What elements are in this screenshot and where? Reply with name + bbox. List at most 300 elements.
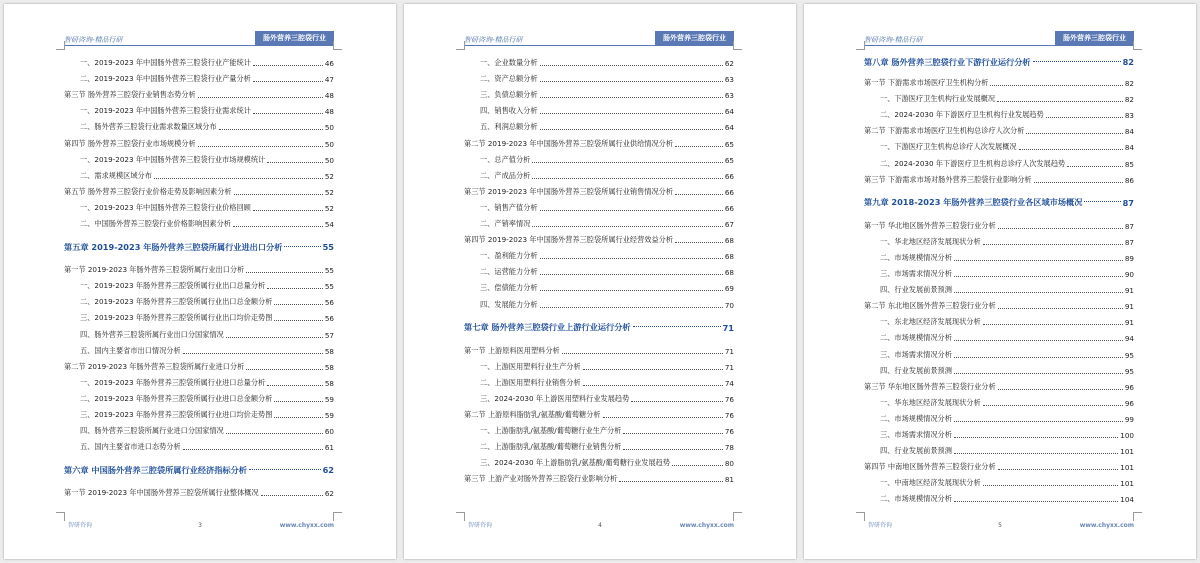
toc-subsection-entry[interactable] bbox=[464, 116, 734, 132]
toc-entry-title: 三、市场需求情况分析 bbox=[880, 429, 952, 439]
toc-leader-dots bbox=[183, 353, 323, 354]
toc-page-number: 58 bbox=[324, 362, 334, 372]
toc-entry-title: 第三节 华东地区肠外营养三腔袋行业分析 bbox=[864, 381, 996, 391]
toc-leader-dots bbox=[246, 272, 323, 273]
toc-entry-title: 第三节 2019-2023 年中国肠外营养三腔袋所属行业销售情况分析 bbox=[464, 186, 674, 196]
toc-page-number: 61 bbox=[324, 443, 334, 453]
toc-subsection-entry[interactable] bbox=[464, 356, 734, 372]
toc-subsection-entry[interactable] bbox=[864, 88, 1134, 104]
toc-page-number: 52 bbox=[324, 187, 334, 197]
toc-page-number: 99 bbox=[1124, 414, 1134, 424]
toc-page-number: 65 bbox=[724, 155, 734, 165]
toc-entry-title: 第三节 下游需求市场对肠外营养三腔袋行业影响分析 bbox=[864, 174, 1032, 184]
toc-section-entry[interactable] bbox=[864, 215, 1134, 231]
toc-subsection-entry[interactable] bbox=[864, 279, 1134, 295]
toc-chapter-entry[interactable] bbox=[864, 52, 1134, 72]
toc-page-number: 66 bbox=[724, 171, 734, 181]
toc-subsection-entry[interactable] bbox=[864, 247, 1134, 263]
header-title-tag: 肠外营养三腔袋行业 bbox=[1055, 31, 1134, 45]
toc-leader-dots bbox=[1019, 149, 1123, 150]
toc-entry-title: 第二节 2019-2023 年肠外营养三腔袋所属行业进口分析 bbox=[64, 361, 245, 371]
toc-page-number: 80 bbox=[724, 459, 734, 469]
toc-section-entry[interactable] bbox=[864, 120, 1134, 136]
toc-entry-title: 二、产成品分析 bbox=[480, 170, 531, 180]
toc-page-number: 104 bbox=[1120, 495, 1134, 505]
header-title-tag: 肠外营养三腔袋行业 bbox=[255, 31, 334, 45]
toc-page-number: 70 bbox=[724, 300, 734, 310]
crop-mark bbox=[1133, 41, 1142, 50]
toc-leader-dots bbox=[234, 194, 323, 195]
toc-entry-title: 一、总产值分析 bbox=[480, 154, 531, 164]
toc-page-number: 90 bbox=[1124, 270, 1134, 280]
toc-entry-title: 第二节 上游原料脂肪乳/氨基酸/葡萄糖分析 bbox=[464, 409, 601, 419]
toc-page-number: 63 bbox=[724, 91, 734, 101]
toc-leader-dots bbox=[284, 246, 320, 247]
toc-subsection-entry[interactable] bbox=[64, 100, 334, 116]
toc-leader-dots bbox=[583, 369, 723, 370]
toc-page-number: 67 bbox=[724, 220, 734, 230]
toc-leader-dots bbox=[198, 146, 323, 147]
toc-subsection-entry[interactable] bbox=[64, 404, 334, 420]
toc-leader-dots bbox=[954, 437, 1118, 438]
toc-entry-title: 二、资产总额分析 bbox=[480, 74, 538, 84]
toc-leader-dots bbox=[983, 244, 1123, 245]
toc-page-number: 85 bbox=[1124, 159, 1134, 169]
toc-entry-title: 三、负债总额分析 bbox=[480, 90, 538, 100]
toc-entry-title: 二、市场规模情况分析 bbox=[880, 413, 952, 423]
toc-entry-title: 五、国内主要省市进口态势分析 bbox=[80, 442, 181, 452]
page-number: 5 bbox=[998, 522, 1002, 529]
toc-leader-dots bbox=[261, 495, 323, 496]
toc-page-number: 83 bbox=[1124, 111, 1134, 121]
toc-leader-dots bbox=[198, 97, 323, 98]
toc-leader-dots bbox=[226, 433, 323, 434]
toc-page-number: 58 bbox=[324, 378, 334, 388]
toc-leader-dots bbox=[954, 292, 1123, 293]
toc-entry-title: 一、2019-2023 年中国肠外营养三腔袋行业价格回顾 bbox=[80, 202, 251, 212]
toc-page-number: 71 bbox=[724, 362, 734, 372]
header-rule bbox=[464, 45, 734, 46]
toc-page-number: 71 bbox=[724, 346, 734, 356]
toc-entry-title: 第三节 上游产业对肠外营养三腔袋行业影响分析 bbox=[464, 474, 618, 484]
toc-entry-title: 一、盈利能力分析 bbox=[480, 251, 538, 261]
crop-mark bbox=[456, 512, 465, 521]
crop-mark bbox=[856, 512, 865, 521]
toc-entry-title: 二、需求规模区域分布 bbox=[80, 170, 152, 180]
toc-leader-dots bbox=[267, 385, 323, 386]
toc-leader-dots bbox=[983, 324, 1123, 325]
toc-section-entry[interactable] bbox=[64, 482, 334, 498]
toc-entry-title: 二、2019-2023 年肠外营养三腔袋所属行业出口总金额分析 bbox=[80, 297, 273, 307]
toc-leader-dots bbox=[267, 288, 323, 289]
toc-subsection-entry[interactable] bbox=[864, 424, 1134, 440]
toc-leader-dots bbox=[998, 308, 1123, 309]
toc-leader-dots bbox=[1034, 182, 1123, 183]
toc-page-number: 68 bbox=[724, 268, 734, 278]
toc-page-number: 64 bbox=[724, 107, 734, 117]
toc-subsection-entry[interactable] bbox=[64, 275, 334, 291]
crop-mark bbox=[856, 41, 865, 50]
toc-subsection-entry[interactable] bbox=[464, 165, 734, 181]
toc-section-entry[interactable] bbox=[464, 181, 734, 197]
toc-subsection-entry[interactable] bbox=[64, 436, 334, 452]
toc-subsection-entry[interactable] bbox=[64, 372, 334, 388]
crop-mark bbox=[56, 41, 65, 50]
toc-subsection-entry[interactable] bbox=[864, 360, 1134, 376]
toc-entry-title: 三、2019-2023 年肠外营养三腔袋所属行业出口均价走势图 bbox=[80, 313, 273, 323]
toc-entry-title: 一、销售产值分析 bbox=[480, 202, 538, 212]
toc-subsection-entry[interactable] bbox=[64, 340, 334, 356]
toc-section-entry[interactable] bbox=[64, 84, 334, 100]
toc-page-number: 100 bbox=[1120, 430, 1134, 440]
footer-url[interactable]: www.chyxx.com bbox=[1079, 522, 1134, 529]
toc-entry-title: 三、市场需求情况分析 bbox=[880, 349, 952, 359]
toc-entry-title: 第七章 肠外营养三腔袋行业上游行业运行分析 bbox=[464, 322, 631, 332]
toc-entry-title: 四、肠外营养三腔袋所属行业出口分国家情况 bbox=[80, 329, 224, 339]
toc-leader-dots bbox=[233, 226, 323, 227]
toc-subsection-entry[interactable] bbox=[864, 440, 1134, 456]
header-rule bbox=[64, 45, 334, 46]
toc-subsection-entry[interactable] bbox=[464, 372, 734, 388]
toc-entry-title: 第四节 肠外营养三腔袋行业市场规模分析 bbox=[64, 138, 196, 148]
toc-entry-title: 第四节 中南地区肠外营养三腔袋行业分析 bbox=[864, 462, 996, 472]
toc-leader-dots bbox=[997, 101, 1123, 102]
toc-entry-title: 第一节 华北地区肠外营养三腔袋行业分析 bbox=[864, 220, 996, 230]
toc-subsection-entry[interactable] bbox=[464, 100, 734, 116]
toc-subsection-entry[interactable] bbox=[464, 293, 734, 309]
toc-subsection-entry[interactable] bbox=[464, 420, 734, 436]
toc-section-entry[interactable] bbox=[864, 72, 1134, 88]
toc-page-number: 96 bbox=[1124, 398, 1134, 408]
toc-page-number: 50 bbox=[324, 139, 334, 149]
toc-leader-dots bbox=[540, 81, 723, 82]
toc-leader-dots bbox=[253, 113, 323, 114]
toc-page-number: 96 bbox=[1124, 382, 1134, 392]
toc-page-number: 62 bbox=[322, 465, 334, 476]
toc-page-number: 71 bbox=[722, 322, 734, 333]
toc-leader-dots bbox=[954, 373, 1123, 374]
toc-leader-dots bbox=[675, 146, 723, 147]
toc-subsection-entry[interactable] bbox=[464, 149, 734, 165]
toc-entry-title: 一、中南地区经济发展现状分析 bbox=[880, 478, 981, 488]
toc-subsection-entry[interactable] bbox=[64, 307, 334, 323]
toc-entry-title: 四、发展能力分析 bbox=[480, 299, 538, 309]
toc-subsection-entry[interactable] bbox=[64, 52, 334, 68]
toc-subsection-entry[interactable] bbox=[864, 488, 1134, 504]
toc-entry-title: 第八章 肠外营养三腔袋行业下游行业运行分析 bbox=[864, 56, 1031, 67]
toc-page-number: 95 bbox=[1124, 350, 1134, 360]
toc-entry-title: 二、2024-2030 年下游医疗卫生机构总诊疗人次发展趋势 bbox=[880, 158, 1066, 168]
toc-entry-title: 四、肠外营养三腔袋所属行业进口分国家情况 bbox=[80, 426, 224, 436]
toc-leader-dots bbox=[983, 405, 1123, 406]
toc-chapter-entry[interactable] bbox=[64, 229, 334, 259]
toc-subsection-entry[interactable] bbox=[64, 149, 334, 165]
toc-leader-dots bbox=[623, 433, 722, 434]
footer-url[interactable]: www.chyxx.com bbox=[679, 522, 734, 529]
toc-leader-dots bbox=[540, 258, 723, 259]
toc-subsection-entry[interactable] bbox=[464, 245, 734, 261]
toc-section-entry[interactable] bbox=[864, 169, 1134, 185]
toc-entry-title: 二、上游医用塑料行业销售分析 bbox=[480, 377, 581, 387]
toc-leader-dots bbox=[623, 449, 722, 450]
toc-leader-dots bbox=[583, 385, 723, 386]
toc-subsection-entry[interactable] bbox=[464, 197, 734, 213]
toc-entry-title: 一、2019-2023 年肠外营养三腔袋所属行业出口总量分析 bbox=[80, 281, 266, 291]
toc-page-number: 84 bbox=[1124, 143, 1134, 153]
footer-logo: 智研咨询 bbox=[468, 522, 493, 529]
toc-leader-dots bbox=[274, 401, 322, 402]
toc-section-entry[interactable] bbox=[464, 340, 734, 356]
toc-page-number: 101 bbox=[1120, 447, 1134, 457]
toc-leader-dots bbox=[540, 274, 723, 275]
toc-page-number: 89 bbox=[1124, 253, 1134, 263]
toc-leader-dots bbox=[274, 304, 322, 305]
toc-page-number: 52 bbox=[324, 203, 334, 213]
toc-subsection-entry[interactable] bbox=[864, 263, 1134, 279]
toc-page-number: 55 bbox=[322, 242, 334, 253]
toc-entry-title: 二、2024-2030 年下游医疗卫生机构行业发展趋势 bbox=[880, 110, 1044, 120]
crop-mark bbox=[1133, 512, 1142, 521]
toc-leader-dots bbox=[954, 357, 1123, 358]
footer-logo: 智研咨询 bbox=[868, 522, 893, 529]
toc-entry-title: 二、产销率情况 bbox=[480, 219, 531, 229]
toc-subsection-entry[interactable] bbox=[64, 323, 334, 339]
toc-entry-title: 第五节 肠外营养三腔袋行业价格走势及影响因素分析 bbox=[64, 186, 232, 196]
footer-logo: 智研咨询 bbox=[68, 522, 93, 529]
toc-leader-dots bbox=[954, 276, 1123, 277]
toc-leader-dots bbox=[540, 65, 723, 66]
toc-entry-title: 第二节 下游需求市场医疗卫生机构总诊疗人次分析 bbox=[864, 126, 1025, 136]
toc-leader-dots bbox=[672, 465, 723, 466]
toc-leader-dots bbox=[1067, 166, 1123, 167]
toc-leader-dots bbox=[998, 469, 1119, 470]
toc-leader-dots bbox=[562, 353, 723, 354]
toc-subsection-entry[interactable] bbox=[864, 408, 1134, 424]
toc-entry-title: 三、2019-2023 年肠外营养三腔袋所属行业进口均价走势图 bbox=[80, 409, 273, 419]
toc-subsection-entry[interactable] bbox=[464, 52, 734, 68]
toc-leader-dots bbox=[633, 326, 721, 327]
toc-section-entry[interactable] bbox=[64, 181, 334, 197]
toc-page-number: 46 bbox=[324, 59, 334, 69]
toc-subsection-entry[interactable] bbox=[64, 291, 334, 307]
toc-entry-title: 第五章 2019-2023 年肠外营养三腔袋所属行业进出口分析 bbox=[64, 241, 283, 252]
toc-leader-dots bbox=[183, 449, 323, 450]
footer-url[interactable]: www.chyxx.com bbox=[279, 522, 334, 529]
toc-entry-title: 一、上游脂肪乳/氨基酸/葡萄糖行业生产分析 bbox=[480, 426, 622, 436]
toc-entry-title: 第六章 中国肠外营养三腔袋所属行业经济指标分析 bbox=[64, 464, 247, 475]
toc-entry-title: 三、偿债能力分析 bbox=[480, 283, 538, 293]
toc-subsection-entry[interactable] bbox=[64, 197, 334, 213]
toc-subsection-entry[interactable] bbox=[864, 231, 1134, 247]
toc-subsection-entry[interactable] bbox=[64, 420, 334, 436]
toc-leader-dots bbox=[675, 242, 723, 243]
toc-leader-dots bbox=[954, 260, 1123, 261]
toc-page-number: 74 bbox=[724, 378, 734, 388]
toc-subsection-entry[interactable] bbox=[864, 311, 1134, 327]
toc-page-number: 91 bbox=[1124, 286, 1134, 296]
toc-leader-dots bbox=[990, 85, 1122, 86]
toc-entry-title: 第九章 2018-2023 年肠外营养三腔袋行业各区域市场概况 bbox=[864, 197, 1083, 208]
header-title-tag: 肠外营养三腔袋行业 bbox=[655, 31, 734, 45]
toc-page-number: 76 bbox=[724, 410, 734, 420]
toc-section-entry[interactable] bbox=[464, 229, 734, 245]
header-brand: 智研咨询-精品行研 bbox=[464, 36, 523, 44]
toc-page-number: 64 bbox=[724, 123, 734, 133]
toc-leader-dots bbox=[246, 369, 323, 370]
toc-leader-dots bbox=[274, 320, 322, 321]
toc-leader-dots bbox=[998, 228, 1123, 229]
toc-leader-dots bbox=[154, 178, 323, 179]
toc-page-number: 86 bbox=[1124, 175, 1134, 185]
toc-subsection-entry[interactable] bbox=[464, 261, 734, 277]
toc-entry-title: 一、华东地区经济发展现状分析 bbox=[880, 397, 981, 407]
toc-entry-title: 四、销售收入分析 bbox=[480, 106, 538, 116]
toc-leader-dots bbox=[540, 290, 723, 291]
toc-entry-title: 一、下游医疗卫生机构行业发展概况 bbox=[880, 94, 996, 104]
toc-section-entry[interactable] bbox=[864, 295, 1134, 311]
toc-entry-title: 一、2019-2023 年中国肠外营养三腔袋行业市场规模统计 bbox=[80, 154, 266, 164]
toc-list bbox=[64, 52, 334, 498]
toc-entry-title: 第一节 下游需求市场医疗卫生机构分析 bbox=[864, 78, 989, 88]
toc-subsection-entry[interactable] bbox=[464, 388, 734, 404]
toc-leader-dots bbox=[540, 307, 723, 308]
toc-entry-title: 二、市场规模情况分析 bbox=[880, 494, 952, 504]
toc-page-number: 66 bbox=[724, 203, 734, 213]
toc-chapter-entry[interactable] bbox=[464, 310, 734, 340]
toc-page-number: 101 bbox=[1120, 479, 1134, 489]
toc-subsection-entry[interactable] bbox=[864, 392, 1134, 408]
toc-page-number: 62 bbox=[324, 489, 334, 499]
crop-mark bbox=[733, 41, 742, 50]
toc-page-number: 55 bbox=[324, 282, 334, 292]
toc-subsection-entry[interactable] bbox=[864, 472, 1134, 488]
toc-page-number: 59 bbox=[324, 394, 334, 404]
toc-subsection-entry[interactable] bbox=[864, 152, 1134, 168]
crop-mark bbox=[456, 41, 465, 50]
toc-entry-title: 二、市场规模情况分析 bbox=[880, 252, 952, 262]
toc-page-number: 95 bbox=[1124, 366, 1134, 376]
toc-page-number: 60 bbox=[324, 427, 334, 437]
toc-leader-dots bbox=[954, 453, 1118, 454]
crop-mark bbox=[333, 41, 342, 50]
toc-subsection-entry[interactable] bbox=[464, 68, 734, 84]
toc-leader-dots bbox=[219, 129, 323, 130]
toc-entry-title: 第四节 2019-2023 年中国肠外营养三腔袋所属行业经营效益分析 bbox=[464, 235, 674, 245]
toc-list bbox=[864, 52, 1134, 504]
toc-subsection-entry[interactable] bbox=[864, 343, 1134, 359]
toc-entry-title: 三、2024-2030 年上游医用塑料行业发展趋势 bbox=[480, 393, 630, 403]
toc-leader-dots bbox=[540, 129, 723, 130]
toc-subsection-entry[interactable] bbox=[464, 277, 734, 293]
toc-entry-title: 一、2019-2023 年肠外营养三腔袋所属行业进口总量分析 bbox=[80, 377, 266, 387]
toc-page-number: 55 bbox=[324, 266, 334, 276]
toc-page-number: 54 bbox=[324, 220, 334, 230]
toc-subsection-entry[interactable] bbox=[64, 388, 334, 404]
toc-section-entry[interactable] bbox=[864, 456, 1134, 472]
toc-leader-dots bbox=[532, 178, 723, 179]
toc-leader-dots bbox=[1033, 61, 1121, 62]
toc-entry-title: 三、2024-2030 年上游脂肪乳/氨基酸/葡萄糖行业发展趋势 bbox=[480, 458, 671, 468]
toc-leader-dots bbox=[954, 340, 1123, 341]
toc-chapter-entry[interactable] bbox=[864, 185, 1134, 215]
toc-leader-dots bbox=[998, 389, 1123, 390]
toc-list bbox=[464, 52, 734, 484]
toc-entry-title: 一、上游医用塑料行业生产分析 bbox=[480, 361, 581, 371]
toc-subsection-entry[interactable] bbox=[864, 136, 1134, 152]
toc-entry-title: 四、行业发展前景预测 bbox=[880, 446, 952, 456]
document-page-2 bbox=[404, 4, 796, 559]
toc-subsection-entry[interactable] bbox=[64, 68, 334, 84]
toc-leader-dots bbox=[226, 337, 323, 338]
toc-leader-dots bbox=[532, 226, 723, 227]
toc-entry-title: 第二节 东北地区肠外营养三腔袋行业分析 bbox=[864, 301, 996, 311]
toc-subsection-entry[interactable] bbox=[864, 104, 1134, 120]
toc-leader-dots bbox=[267, 162, 323, 163]
toc-subsection-entry[interactable] bbox=[464, 452, 734, 468]
toc-entry-title: 第一节 2019-2023 年中国肠外营养三腔袋所属行业整体概况 bbox=[64, 488, 259, 498]
toc-entry-title: 二、运营能力分析 bbox=[480, 267, 538, 277]
toc-subsection-entry[interactable] bbox=[464, 213, 734, 229]
toc-entry-title: 四、行业发展前景预测 bbox=[880, 285, 952, 295]
toc-page-number: 56 bbox=[324, 298, 334, 308]
toc-page-number: 84 bbox=[1124, 127, 1134, 137]
header-brand: 智研咨询-精品行研 bbox=[864, 36, 923, 44]
toc-section-entry[interactable] bbox=[464, 132, 734, 148]
page-number: 4 bbox=[598, 522, 602, 529]
toc-subsection-entry[interactable] bbox=[64, 116, 334, 132]
toc-page-number: 47 bbox=[324, 75, 334, 85]
toc-subsection-entry[interactable] bbox=[64, 165, 334, 181]
toc-subsection-entry[interactable] bbox=[464, 436, 734, 452]
toc-leader-dots bbox=[274, 417, 322, 418]
toc-page-number: 78 bbox=[724, 443, 734, 453]
toc-section-entry[interactable] bbox=[464, 404, 734, 420]
toc-leader-dots bbox=[1046, 117, 1123, 118]
toc-section-entry[interactable] bbox=[64, 132, 334, 148]
toc-entry-title: 五、国内主要省市出口情况分析 bbox=[80, 345, 181, 355]
toc-leader-dots bbox=[253, 65, 323, 66]
toc-section-entry[interactable] bbox=[464, 468, 734, 484]
toc-leader-dots bbox=[954, 501, 1118, 502]
toc-leader-dots bbox=[540, 113, 723, 114]
toc-page-number: 82 bbox=[1122, 57, 1134, 67]
toc-page-number: 91 bbox=[1124, 318, 1134, 328]
toc-section-entry[interactable] bbox=[64, 259, 334, 275]
toc-page-number: 50 bbox=[324, 123, 334, 133]
toc-leader-dots bbox=[540, 97, 723, 98]
toc-chapter-entry[interactable] bbox=[64, 452, 334, 482]
toc-entry-title: 一、2019-2023 年中国肠外营养三腔袋行业需求统计 bbox=[80, 106, 251, 116]
toc-page-number: 76 bbox=[724, 394, 734, 404]
toc-leader-dots bbox=[1026, 133, 1122, 134]
toc-subsection-entry[interactable] bbox=[464, 84, 734, 100]
toc-page-number: 65 bbox=[724, 139, 734, 149]
toc-entry-title: 二、2019-2023 年中国肠外营养三腔袋行业产量分析 bbox=[80, 74, 251, 84]
toc-page-number: 48 bbox=[324, 107, 334, 117]
toc-entry-title: 二、2019-2023 年肠外营养三腔袋所属行业进口总金额分析 bbox=[80, 393, 273, 403]
toc-page-number: 82 bbox=[1124, 95, 1134, 105]
toc-page-number: 76 bbox=[724, 427, 734, 437]
toc-leader-dots bbox=[675, 194, 723, 195]
toc-subsection-entry[interactable] bbox=[64, 213, 334, 229]
toc-leader-dots bbox=[619, 481, 723, 482]
toc-subsection-entry[interactable] bbox=[864, 327, 1134, 343]
toc-leader-dots bbox=[249, 469, 321, 470]
toc-section-entry[interactable] bbox=[64, 356, 334, 372]
toc-page-number: 57 bbox=[324, 330, 334, 340]
toc-section-entry[interactable] bbox=[864, 376, 1134, 392]
crop-mark bbox=[56, 512, 65, 521]
